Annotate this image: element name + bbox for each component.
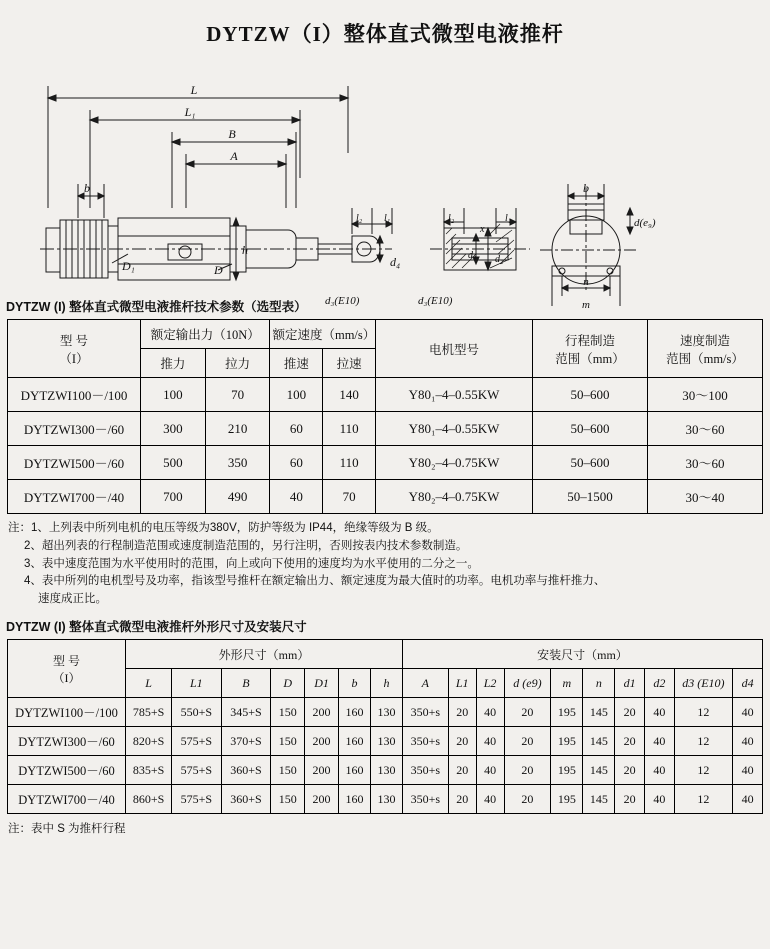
dims-d4: 40 [733,698,763,727]
label-b-top: b [583,181,589,195]
label-d2: d₂ [495,254,504,265]
dims-L1: 575+S [172,727,222,756]
spec-note-4: 4、表中所列的电机型号及功率，指该型号推杆在额定输出力、额定速度为最大值时的功率。电机功率与推杆推力、 [24,575,606,588]
dims-L2: 40 [476,785,504,814]
dims-A-L1: 20 [448,698,476,727]
dims-h: 130 [370,756,402,785]
dims-n: 145 [583,785,615,814]
dims-h: 130 [370,727,402,756]
label-A: A [230,149,238,163]
label-l1-left: l₁ [384,213,391,224]
label-d1: d₁ [468,250,477,261]
spec-speed-range: 30～60 [648,446,763,480]
label-m: m [582,299,590,311]
dims-col-d1: d1 [615,669,645,698]
spec-motor: Y80₁–4–0.55KW [376,378,533,412]
spec-note-1: 注：1、上列表中所列电机的电压等级为380V，防护等级为 IP44，绝缘等级为 B 级。 [8,522,439,534]
spec-note-5: 速度成正比。 [38,593,107,606]
spec-header-push: 推力 [141,349,206,378]
dims-L1: 550+S [172,698,222,727]
table-row [8,378,763,412]
spec-stroke: 50–600 [533,446,648,480]
dims-h: 130 [370,785,402,814]
dims-D1: 200 [305,785,339,814]
dims-m: 195 [551,698,583,727]
spec-motor: Y80₂–4–0.75KW [376,446,533,480]
dims-d1: 20 [615,698,645,727]
dims-model: DYTZWI300－/60 [8,727,126,756]
dims-L: 785+S [126,698,172,727]
spec-notes [0,514,770,613]
dims-D: 150 [271,756,305,785]
dims-d3: 12 [674,727,732,756]
dims-L1: 575+S [172,756,222,785]
spec-header-row-1 [8,320,763,349]
dims-d2: 40 [645,727,675,756]
label-l1-mid: l₁ [505,213,512,224]
dims-col-d2: d2 [645,669,675,698]
label-h: h [242,243,248,257]
dims-m: 195 [551,785,583,814]
spec-speed-range: 30～60 [648,412,763,446]
dims-d: 20 [504,727,551,756]
spec-note-2: 2、超出列表的行程制造范围或速度制造范围的，另行注明，否则按表内技术参数制造。 [24,539,468,552]
table-row [8,480,763,514]
dims-col-m: m [551,669,583,698]
dims-A: 350+s [402,785,448,814]
spec-model: DYTZWI700－/40 [8,480,141,514]
dims-d: 20 [504,785,551,814]
dims-model: DYTZWI700－/40 [8,785,126,814]
dims-D1: 200 [305,727,339,756]
dims-col-n: n [583,669,615,698]
dims-L: 860+S [126,785,172,814]
dims-b: 160 [338,727,370,756]
spec-header-pull: 拉力 [205,349,270,378]
dims-header-row-1 [8,640,763,669]
label-B: B [228,127,236,141]
label-n: n [583,276,589,288]
dims-header-model: 型 号 [53,653,81,668]
spec-header-stroke: 行程制造 [564,333,615,348]
dims-L2: 40 [476,727,504,756]
spec-model: DYTZWI500－/60 [8,446,141,480]
label-D1: D₁ [122,259,135,273]
dims-D1: 200 [305,756,339,785]
dims-d3: 12 [674,785,732,814]
dims-m: 195 [551,727,583,756]
spec-push: 300 [141,412,206,446]
spec-model: DYTZWI100－/100 [8,378,141,412]
label-x-mid: x [480,224,485,235]
dims-header-model-sub: （I） [52,670,81,685]
table-row [8,446,763,480]
spec-model: DYTZWI300－/60 [8,412,141,446]
spec-pull-speed: 110 [323,446,376,480]
dims-table-caption: DYTZW (I) 整体直式微型电液推杆外形尺寸及安装尺寸 [6,620,307,635]
spec-stroke: 50–600 [533,378,648,412]
dims-d3: 12 [674,698,732,727]
spec-header-speed-range-sub: 范围（mm/s） [666,351,744,366]
dims-D: 150 [271,727,305,756]
dims-d4: 40 [733,727,763,756]
dims-D: 150 [271,785,305,814]
label-d3-e10-mid: d₃(E10) [418,295,453,307]
dims-b: 160 [338,756,370,785]
dims-B: 345+S [221,698,271,727]
spec-push-speed: 100 [270,378,323,412]
dims-b: 160 [338,698,370,727]
dims-A-L1: 20 [448,785,476,814]
spec-pull-speed: 70 [323,480,376,514]
dims-header-install: 安装尺寸（mm） [402,640,762,669]
label-l2-left: l₂ [356,213,363,224]
spec-push: 700 [141,480,206,514]
spec-header-motor: 电机型号 [376,320,533,378]
dims-col-B: B [221,669,271,698]
dims-d: 20 [504,698,551,727]
dims-d: 20 [504,756,551,785]
dims-L2: 40 [476,698,504,727]
spec-stroke: 50–1500 [533,480,648,514]
spec-pull-speed: 140 [323,378,376,412]
label-d4: d₄ [390,255,401,269]
dims-d4: 40 [733,785,763,814]
dims-col-L1: L1 [172,669,222,698]
spec-header-push-speed: 推速 [270,349,323,378]
dims-note: 注：表中 S 为推杆行程 [8,823,126,836]
dims-n: 145 [583,698,615,727]
spec-pull: 70 [205,378,270,412]
dims-d3: 12 [674,756,732,785]
spec-header-model: 型 号 [59,333,89,348]
spec-pull-speed: 110 [323,412,376,446]
spec-note-3: 3、表中速度范围为水平使用时的范围，向上或向下使用的速度均为水平使用的二分之一。 [24,557,479,570]
dims-d1: 20 [615,756,645,785]
dims-col-d3-e10: d3 (E10) [674,669,732,698]
label-d3-e10-left: d₃(E10) [325,295,360,307]
dims-col-b: b [338,669,370,698]
dims-d4: 40 [733,756,763,785]
spec-speed-range: 30～40 [648,480,763,514]
dims-header-outer: 外形尺寸（mm） [126,640,403,669]
table-row [8,756,763,785]
spec-stroke: 50–600 [533,412,648,446]
table-row [8,698,763,727]
dims-B: 370+S [221,727,271,756]
dims-d1: 20 [615,785,645,814]
dims-n: 145 [583,756,615,785]
dims-col-L1i: L1 [448,669,476,698]
dims-D1: 200 [305,698,339,727]
dims-m: 195 [551,756,583,785]
dims-D: 150 [271,698,305,727]
label-d-e9: d(e₉) [634,217,656,229]
spec-pull: 350 [205,446,270,480]
dims-L2: 40 [476,756,504,785]
spec-header-stroke-sub: 范围（mm） [555,351,625,366]
dims-h: 130 [370,698,402,727]
dims-d1: 20 [615,727,645,756]
dims-col-h: h [370,669,402,698]
label-b-left: b [84,181,90,195]
dims-d2: 40 [645,756,675,785]
spec-push-speed: 40 [270,480,323,514]
dims-model: DYTZWI100－/100 [8,698,126,727]
dims-A: 350+s [402,756,448,785]
spec-table-caption: DYTZW (I) 整体直式微型电液推杆技术参数（选型表） [6,300,307,314]
spec-header-pull-speed: 拉速 [323,349,376,378]
label-D: D [214,263,223,277]
spec-pull: 210 [205,412,270,446]
dims-col-d-e9: d (e9) [504,669,551,698]
dims-table [7,639,763,814]
label-L: L [190,83,198,97]
dims-col-D: D [271,669,305,698]
dims-col-D1: D1 [305,669,339,698]
dims-L1: 575+S [172,785,222,814]
dims-B: 360+S [221,756,271,785]
spec-push-speed: 60 [270,446,323,480]
dims-L: 835+S [126,756,172,785]
dims-B: 360+S [221,785,271,814]
table-row [8,412,763,446]
dims-A-L1: 20 [448,756,476,785]
dims-A: 350+s [402,698,448,727]
dims-A: 350+s [402,727,448,756]
spec-header-model-sub: （I） [59,351,89,366]
label-L1: L₁ [184,105,196,119]
dims-d2: 40 [645,698,675,727]
dims-A-L1: 20 [448,727,476,756]
dims-col-L2: L2 [476,669,504,698]
table-row [8,785,763,814]
dims-d2: 40 [645,785,675,814]
dims-L: 820+S [126,727,172,756]
dims-col-L: L [126,669,172,698]
spec-header-output: 额定输出力（10N） [141,320,270,349]
dims-col-A: A [402,669,448,698]
spec-header-speed: 额定速度（mm/s） [270,320,376,349]
label-l2-mid: l₂ [448,213,455,224]
spec-speed-range: 30～100 [648,378,763,412]
dims-n: 145 [583,727,615,756]
dims-b: 160 [338,785,370,814]
spec-push: 500 [141,446,206,480]
dims-col-d4: d4 [733,669,763,698]
spec-motor: Y80₁–4–0.55KW [376,412,533,446]
spec-push: 100 [141,378,206,412]
spec-pull: 490 [205,480,270,514]
table-row [8,727,763,756]
spec-header-speed-range: 速度制造 [679,333,730,348]
spec-push-speed: 60 [270,412,323,446]
page-title: DYTZW（I）整体直式微型电液推杆 [206,22,564,46]
spec-motor: Y80₂–4–0.75KW [376,480,533,514]
spec-table [7,319,763,514]
dims-model: DYTZWI500－/60 [8,756,126,785]
